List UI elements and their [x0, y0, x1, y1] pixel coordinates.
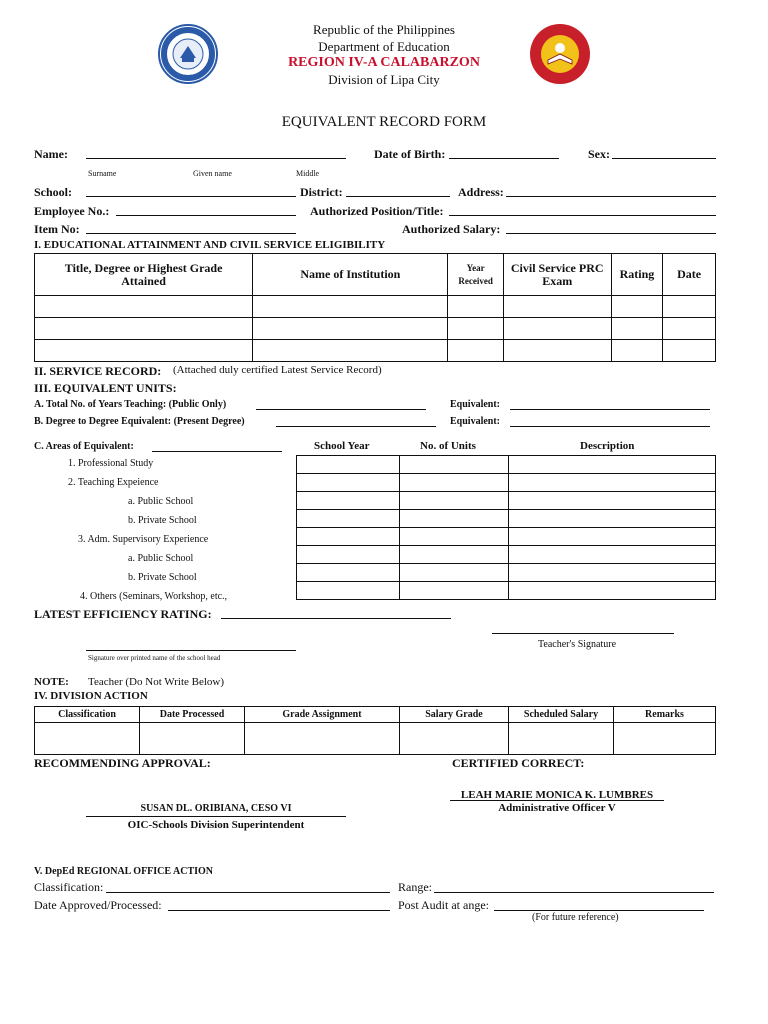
- dob-label: Date of Birth:: [374, 147, 446, 161]
- employee-no-label: Employee No.:: [34, 204, 110, 218]
- section2-heading: II. SERVICE RECORD:: [34, 364, 162, 378]
- post-audit-input-line[interactable]: [494, 910, 704, 911]
- areas-equivalent-label: C. Areas of Equivalent:: [34, 441, 134, 452]
- teacher-signature-label: Teacher's Signature: [538, 639, 617, 650]
- classification-input-line[interactable]: [106, 892, 390, 893]
- school-input-line[interactable]: [86, 196, 296, 197]
- table-row: [297, 492, 716, 510]
- equivalent-b-input-line[interactable]: [510, 426, 710, 427]
- table-row: [297, 528, 716, 546]
- efficiency-rating-label: LATEST EFFICIENCY RATING:: [34, 607, 212, 621]
- col-civil-service: Civil Service PRC Exam: [503, 254, 611, 296]
- total-years-label: A. Total No. of Years Teaching: (Public Only): [34, 399, 227, 410]
- table-row: [297, 474, 716, 492]
- name-input-line[interactable]: [86, 158, 346, 159]
- header-department: Department of Education: [318, 39, 450, 54]
- equivalent-b-label: Equivalent:: [450, 416, 501, 427]
- dob-input-line[interactable]: [449, 158, 559, 159]
- col-date-processed: Date Processed: [140, 707, 245, 723]
- table-row: [297, 510, 716, 528]
- table-row: [35, 318, 716, 340]
- sex-label: Sex:: [588, 147, 610, 161]
- page-title: EQUIVALENT RECORD FORM: [281, 114, 487, 130]
- col-school-year: School Year: [314, 440, 370, 452]
- oribiana-title: OIC-Schools Division Superintendent: [127, 819, 305, 831]
- area-item: 2. Teaching Expeience: [68, 477, 159, 488]
- col-grade-assignment: Grade Assignment: [245, 707, 400, 723]
- address-label: Address:: [458, 185, 504, 199]
- range-label: Range:: [398, 880, 432, 894]
- district-label: District:: [300, 185, 343, 199]
- table-row: [297, 564, 716, 582]
- section4-heading: IV. DIVISION ACTION: [34, 690, 148, 702]
- employee-no-input-line[interactable]: [116, 215, 296, 216]
- salary-input-line[interactable]: [506, 233, 716, 234]
- oribiana-signature-line[interactable]: [86, 816, 346, 817]
- equivalent-a-label: Equivalent:: [450, 399, 501, 410]
- item-no-label: Item No:: [34, 222, 80, 236]
- middle-caption: Middle: [296, 169, 320, 178]
- area-item: 3. Adm. Supervisory Experience: [78, 534, 209, 545]
- section1-heading: I. EDUCATIONAL ATTAINMENT AND CIVIL SERVICE ELIGIBILITY: [34, 239, 386, 251]
- given-name-caption: Given name: [193, 169, 232, 178]
- header-republic: Republic of the Philippines: [313, 22, 455, 37]
- col-classification: Classification: [35, 707, 140, 723]
- lumbres-title: Administrative Officer V: [498, 802, 616, 814]
- section2-note: (Attached duly certified Latest Service Record): [173, 364, 382, 376]
- header-division: Division of Lipa City: [328, 72, 440, 87]
- table-row: [297, 546, 716, 564]
- table-row: [35, 723, 716, 755]
- future-reference-note: (For future reference): [532, 912, 619, 923]
- col-description: Description: [580, 440, 635, 452]
- surname-caption: Surname: [88, 169, 117, 178]
- area-item: a. Public School: [128, 553, 194, 564]
- lumbres-name: LEAH MARIE MONICA K. LUMBRES: [460, 789, 654, 801]
- area-item: 1. Professional Study: [68, 458, 154, 469]
- col-title-degree: Title, Degree or Highest Grade Attained: [35, 254, 253, 296]
- col-rating: Rating: [611, 254, 663, 296]
- school-label: School:: [34, 185, 73, 199]
- section3-heading: III. EQUIVALENT UNITS:: [34, 381, 177, 395]
- col-remarks: Remarks: [614, 707, 716, 723]
- range-input-line[interactable]: [434, 892, 714, 893]
- degree-equivalent-input-line[interactable]: [276, 426, 436, 427]
- date-approved-label: Date Approved/Processed:: [34, 898, 162, 912]
- education-table: [34, 253, 716, 362]
- division-action-table: [34, 706, 716, 755]
- note-label: NOTE:: [34, 676, 69, 688]
- col-salary-grade: Salary Grade: [400, 707, 509, 723]
- sex-input-line[interactable]: [612, 158, 716, 159]
- table-row: [297, 582, 716, 600]
- col-institution: Name of Institution: [253, 254, 448, 296]
- equivalent-a-input-line[interactable]: [510, 409, 710, 410]
- header-region: REGION IV-A CALABARZON: [288, 55, 480, 70]
- area-item: 4. Others (Seminars, Workshop, etc.,: [80, 591, 228, 602]
- area-item: b. Private School: [128, 572, 197, 583]
- degree-equivalent-label: B. Degree to Degree Equivalent: (Present Degree): [34, 416, 245, 427]
- school-head-signature-label: Signature over printed name of the school head: [88, 654, 221, 662]
- note-text: Teacher (Do Not Write Below): [88, 676, 225, 688]
- total-years-input-line[interactable]: [256, 409, 426, 410]
- areas-equivalent-line: [152, 451, 282, 452]
- equivalent-units-table: [296, 455, 716, 600]
- section5-heading: V. DepEd REGIONAL OFFICE ACTION: [34, 866, 214, 877]
- col-no-units: No. of Units: [420, 440, 476, 452]
- post-audit-label: Post Audit at ange:: [398, 898, 489, 912]
- col-date: Date: [663, 254, 716, 296]
- position-input-line[interactable]: [449, 215, 716, 216]
- table-row: [35, 296, 716, 318]
- name-label: Name:: [34, 147, 68, 161]
- certified-correct-label: CERTIFIED CORRECT:: [452, 756, 585, 770]
- oribiana-name: SUSAN DL. ORIBIANA, CESO VI: [140, 803, 292, 814]
- table-row: [297, 456, 716, 474]
- area-item: b. Private School: [128, 515, 197, 526]
- division-seal-icon: [530, 24, 590, 84]
- deped-seal-icon: [160, 26, 216, 82]
- efficiency-rating-input-line[interactable]: [221, 618, 451, 619]
- deped-seal-logo: [158, 24, 218, 84]
- table-row: [35, 340, 716, 362]
- division-seal-logo: [530, 24, 590, 84]
- address-input-line[interactable]: [506, 196, 716, 197]
- recommending-approval-label: RECOMMENDING APPROVAL:: [34, 756, 211, 770]
- position-label: Authorized Position/Title:: [310, 204, 444, 218]
- date-approved-input-line[interactable]: [168, 910, 390, 911]
- classification-label: Classification:: [34, 880, 104, 894]
- col-year-received: Year Received: [448, 254, 503, 296]
- area-item: a. Public School: [128, 496, 194, 507]
- col-scheduled-salary: Scheduled Salary: [509, 707, 614, 723]
- item-no-input-line[interactable]: [86, 233, 296, 234]
- district-input-line[interactable]: [346, 196, 450, 197]
- salary-label: Authorized Salary:: [402, 222, 501, 236]
- teacher-signature-line[interactable]: [492, 633, 674, 634]
- school-head-signature-line[interactable]: [86, 650, 296, 651]
